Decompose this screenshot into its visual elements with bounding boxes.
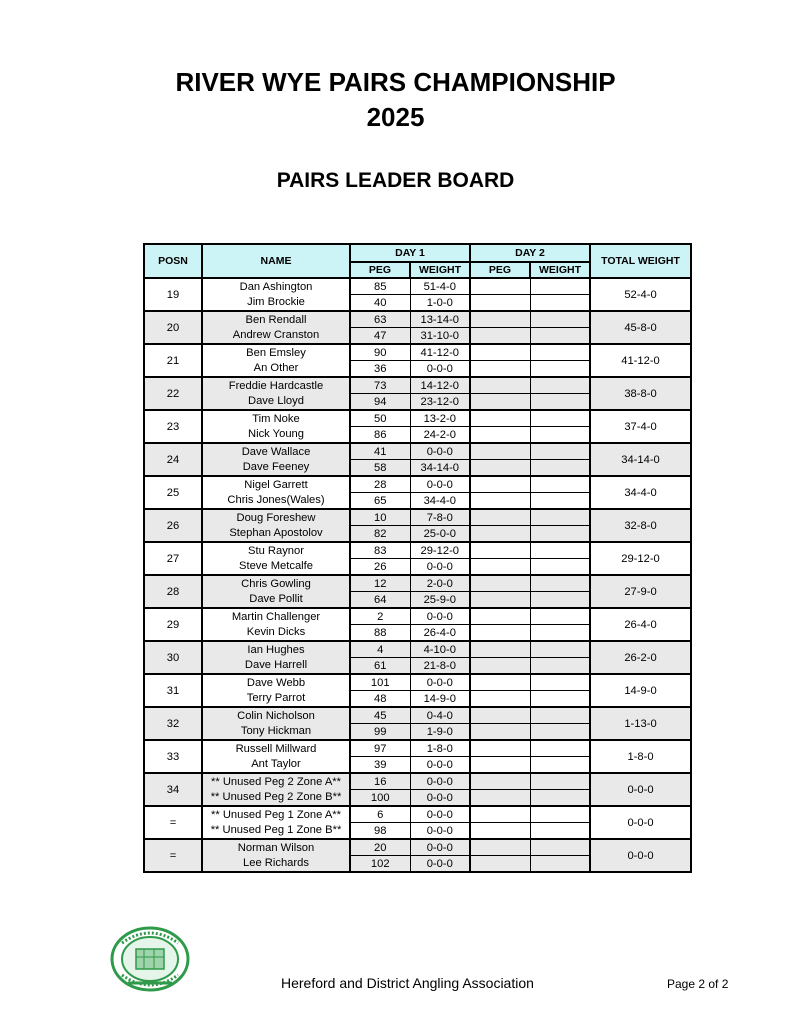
posn-cell: 26	[144, 509, 202, 542]
day2-weight	[530, 674, 590, 691]
day1-peg: 2	[350, 608, 410, 625]
angler-name: Dave Harrell	[202, 658, 350, 675]
day2-peg	[470, 559, 530, 576]
posn-cell: 31	[144, 674, 202, 707]
day2-weight	[530, 443, 590, 460]
page-number: Page 2 of 2	[667, 977, 729, 991]
angler-name: Nigel Garrett	[202, 476, 350, 493]
header-day2-peg: PEG	[470, 262, 530, 278]
day1-peg: 90	[350, 344, 410, 361]
day2-weight	[530, 658, 590, 675]
day1-peg: 45	[350, 707, 410, 724]
angler-name: Chris Jones(Wales)	[202, 493, 350, 510]
day1-peg: 99	[350, 724, 410, 741]
day2-peg	[470, 625, 530, 642]
day2-peg	[470, 839, 530, 856]
day1-weight: 1-8-0	[410, 740, 470, 757]
day2-peg	[470, 724, 530, 741]
day1-peg: 6	[350, 806, 410, 823]
day1-weight: 24-2-0	[410, 427, 470, 444]
day1-peg: 94	[350, 394, 410, 411]
day1-peg: 64	[350, 592, 410, 609]
page-subtitle: PAIRS LEADER BOARD	[276, 169, 515, 192]
day2-weight	[530, 625, 590, 642]
angler-name: ** Unused Peg 2 Zone A**	[202, 773, 350, 790]
day2-peg	[470, 806, 530, 823]
day1-weight: 1-0-0	[410, 295, 470, 312]
day1-weight: 51-4-0	[410, 278, 470, 295]
day2-peg	[470, 575, 530, 592]
angler-name: Stu Raynor	[202, 542, 350, 559]
day2-peg	[470, 823, 530, 840]
header-day2-weight: WEIGHT	[530, 262, 590, 278]
leader-board-body	[144, 278, 691, 872]
angler-name: Steve Metcalfe	[202, 559, 350, 576]
posn-cell: 34	[144, 773, 202, 806]
day1-weight: 25-0-0	[410, 526, 470, 543]
day2-weight	[530, 641, 590, 658]
day1-peg: 39	[350, 757, 410, 774]
angler-name: Chris Gowling	[202, 575, 350, 592]
table-row	[144, 377, 691, 394]
total-weight-cell: 0-0-0	[590, 839, 691, 872]
day2-weight	[530, 757, 590, 774]
day2-peg	[470, 460, 530, 477]
day1-weight: 41-12-0	[410, 344, 470, 361]
posn-cell: 20	[144, 311, 202, 344]
angler-name: Dave Pollit	[202, 592, 350, 609]
day2-weight	[530, 278, 590, 295]
table-row	[144, 344, 691, 361]
angler-name: Ian Hughes	[202, 641, 350, 658]
day1-weight: 0-0-0	[410, 608, 470, 625]
day1-peg: 63	[350, 311, 410, 328]
day2-weight	[530, 427, 590, 444]
table-row	[144, 707, 691, 724]
day1-weight: 0-0-0	[410, 790, 470, 807]
posn-cell: 30	[144, 641, 202, 674]
posn-cell: 24	[144, 443, 202, 476]
day1-peg: 61	[350, 658, 410, 675]
angler-name: Dan Ashington	[202, 278, 350, 295]
angler-name: Dave Wallace	[202, 443, 350, 460]
day1-peg: 4	[350, 641, 410, 658]
table-row	[144, 806, 691, 823]
day1-peg: 10	[350, 509, 410, 526]
day2-weight	[530, 394, 590, 411]
day2-peg	[470, 608, 530, 625]
angler-name: ** Unused Peg 1 Zone A**	[202, 806, 350, 823]
day1-peg: 82	[350, 526, 410, 543]
day2-weight	[530, 575, 590, 592]
day2-peg	[470, 377, 530, 394]
angler-name: Nick Young	[202, 427, 350, 444]
angler-name: ** Unused Peg 1 Zone B**	[202, 823, 350, 840]
day1-weight: 14-9-0	[410, 691, 470, 708]
day1-peg: 85	[350, 278, 410, 295]
day2-weight	[530, 377, 590, 394]
total-weight-cell: 37-4-0	[590, 410, 691, 443]
day1-peg: 26	[350, 559, 410, 576]
day1-weight: 21-8-0	[410, 658, 470, 675]
day1-weight: 1-9-0	[410, 724, 470, 741]
day2-peg	[470, 790, 530, 807]
day2-peg	[470, 311, 530, 328]
table-row	[144, 311, 691, 328]
table-row	[144, 674, 691, 691]
day2-peg	[470, 658, 530, 675]
title-line-2: 2025	[366, 102, 425, 132]
angler-name: Andrew Cranston	[202, 328, 350, 345]
day1-peg: 65	[350, 493, 410, 510]
header-total-weight: TOTAL WEIGHT	[590, 244, 691, 278]
table-row	[144, 476, 691, 493]
day2-peg	[470, 509, 530, 526]
day1-weight: 34-4-0	[410, 493, 470, 510]
angler-name: Dave Webb	[202, 674, 350, 691]
day2-peg	[470, 427, 530, 444]
day1-weight: 0-4-0	[410, 707, 470, 724]
day1-weight: 0-0-0	[410, 361, 470, 378]
angler-name: Kevin Dicks	[202, 625, 350, 642]
day2-peg	[470, 410, 530, 427]
day2-weight	[530, 410, 590, 427]
total-weight-cell: 41-12-0	[590, 344, 691, 377]
day2-weight	[530, 493, 590, 510]
day2-weight	[530, 592, 590, 609]
total-weight-cell: 1-8-0	[590, 740, 691, 773]
day2-peg	[470, 757, 530, 774]
day1-weight: 14-12-0	[410, 377, 470, 394]
day2-weight	[530, 328, 590, 345]
day1-peg: 101	[350, 674, 410, 691]
total-weight-cell: 34-4-0	[590, 476, 691, 509]
day1-weight: 26-4-0	[410, 625, 470, 642]
angler-name: Tony Hickman	[202, 724, 350, 741]
header-name: NAME	[202, 244, 350, 278]
day1-peg: 88	[350, 625, 410, 642]
day2-weight	[530, 311, 590, 328]
day2-weight	[530, 790, 590, 807]
day1-peg: 48	[350, 691, 410, 708]
leader-board-table	[143, 243, 692, 873]
day2-weight	[530, 839, 590, 856]
posn-cell: 25	[144, 476, 202, 509]
day2-weight	[530, 856, 590, 873]
posn-cell: =	[144, 839, 202, 872]
day2-peg	[470, 493, 530, 510]
total-weight-cell: 32-8-0	[590, 509, 691, 542]
day2-peg	[470, 592, 530, 609]
day2-peg	[470, 773, 530, 790]
day1-peg: 20	[350, 839, 410, 856]
day1-weight: 0-0-0	[410, 806, 470, 823]
day1-peg: 86	[350, 427, 410, 444]
day1-weight: 0-0-0	[410, 757, 470, 774]
day1-peg: 41	[350, 443, 410, 460]
day2-peg	[470, 856, 530, 873]
posn-cell: 19	[144, 278, 202, 311]
day1-peg: 16	[350, 773, 410, 790]
day1-weight: 0-0-0	[410, 823, 470, 840]
day1-weight: 0-0-0	[410, 443, 470, 460]
day2-weight	[530, 361, 590, 378]
day1-weight: 7-8-0	[410, 509, 470, 526]
day2-peg	[470, 476, 530, 493]
day1-weight: 4-10-0	[410, 641, 470, 658]
day2-weight	[530, 559, 590, 576]
angler-name: Russell Millward	[202, 740, 350, 757]
angler-name: Ben Emsley	[202, 344, 350, 361]
angler-name: Ben Rendall	[202, 311, 350, 328]
day2-weight	[530, 509, 590, 526]
day2-peg	[470, 443, 530, 460]
angler-name: Martin Challenger	[202, 608, 350, 625]
total-weight-cell: 52-4-0	[590, 278, 691, 311]
posn-cell: =	[144, 806, 202, 839]
day1-peg: 102	[350, 856, 410, 873]
header-day1: DAY 1	[350, 244, 470, 262]
day1-weight: 13-14-0	[410, 311, 470, 328]
posn-cell: 32	[144, 707, 202, 740]
day2-weight	[530, 344, 590, 361]
day1-weight: 13-2-0	[410, 410, 470, 427]
day2-weight	[530, 526, 590, 543]
total-weight-cell: 0-0-0	[590, 773, 691, 806]
angler-name: Ant Taylor	[202, 757, 350, 774]
table-row	[144, 575, 691, 592]
day2-peg	[470, 674, 530, 691]
table-row	[144, 443, 691, 460]
posn-cell: 22	[144, 377, 202, 410]
day1-weight: 0-0-0	[410, 773, 470, 790]
angler-name: Colin Nicholson	[202, 707, 350, 724]
day1-weight: 29-12-0	[410, 542, 470, 559]
day1-weight: 25-9-0	[410, 592, 470, 609]
day2-peg	[470, 328, 530, 345]
day2-peg	[470, 295, 530, 312]
total-weight-cell: 45-8-0	[590, 311, 691, 344]
day1-weight: 0-0-0	[410, 839, 470, 856]
table-row	[144, 608, 691, 625]
table-row	[144, 773, 691, 790]
day1-peg: 83	[350, 542, 410, 559]
day1-weight: 0-0-0	[410, 674, 470, 691]
association-logo	[108, 925, 192, 993]
angler-name: Lee Richards	[202, 856, 350, 873]
angler-name: An Other	[202, 361, 350, 378]
day2-peg	[470, 394, 530, 411]
day2-weight	[530, 806, 590, 823]
day1-peg: 50	[350, 410, 410, 427]
day2-weight	[530, 542, 590, 559]
angler-name: Terry Parrot	[202, 691, 350, 708]
day1-weight: 31-10-0	[410, 328, 470, 345]
posn-cell: 33	[144, 740, 202, 773]
day2-peg	[470, 542, 530, 559]
angler-name: Doug Foreshew	[202, 509, 350, 526]
posn-cell: 21	[144, 344, 202, 377]
table-row	[144, 641, 691, 658]
posn-cell: 23	[144, 410, 202, 443]
angler-name: Freddie Hardcastle	[202, 377, 350, 394]
total-weight-cell: 1-13-0	[590, 707, 691, 740]
day2-peg	[470, 691, 530, 708]
table-row	[144, 509, 691, 526]
day2-weight	[530, 460, 590, 477]
angler-name: Norman Wilson	[202, 839, 350, 856]
day1-peg: 97	[350, 740, 410, 757]
day1-peg: 28	[350, 476, 410, 493]
total-weight-cell: 14-9-0	[590, 674, 691, 707]
posn-cell: 29	[144, 608, 202, 641]
day1-weight: 0-0-0	[410, 856, 470, 873]
header-day1-weight: WEIGHT	[410, 262, 470, 278]
day2-weight	[530, 476, 590, 493]
day1-peg: 100	[350, 790, 410, 807]
day2-weight	[530, 295, 590, 312]
day2-peg	[470, 740, 530, 757]
day2-weight	[530, 608, 590, 625]
day1-peg: 73	[350, 377, 410, 394]
day2-weight	[530, 724, 590, 741]
day1-weight: 2-0-0	[410, 575, 470, 592]
day1-weight: 34-14-0	[410, 460, 470, 477]
posn-cell: 27	[144, 542, 202, 575]
day1-peg: 47	[350, 328, 410, 345]
day2-peg	[470, 278, 530, 295]
day2-peg	[470, 344, 530, 361]
title-line-1: RIVER WYE PAIRS CHAMPIONSHIP	[175, 67, 616, 97]
day1-weight: 0-0-0	[410, 476, 470, 493]
total-weight-cell: 26-2-0	[590, 641, 691, 674]
angler-name: ** Unused Peg 2 Zone B**	[202, 790, 350, 807]
day1-peg: 98	[350, 823, 410, 840]
total-weight-cell: 38-8-0	[590, 377, 691, 410]
total-weight-cell: 0-0-0	[590, 806, 691, 839]
footer-association: Hereford and District Angling Association	[281, 975, 534, 991]
table-row	[144, 542, 691, 559]
day1-weight: 23-12-0	[410, 394, 470, 411]
total-weight-cell: 26-4-0	[590, 608, 691, 641]
table-row	[144, 839, 691, 856]
day1-peg: 36	[350, 361, 410, 378]
table-row	[144, 278, 691, 295]
header-posn: POSN	[144, 244, 202, 278]
table-row	[144, 740, 691, 757]
day2-peg	[470, 707, 530, 724]
total-weight-cell: 27-9-0	[590, 575, 691, 608]
day1-peg: 40	[350, 295, 410, 312]
day2-weight	[530, 773, 590, 790]
angler-name: Tim Noke	[202, 410, 350, 427]
header-day1-peg: PEG	[350, 262, 410, 278]
angler-name: Stephan Apostolov	[202, 526, 350, 543]
day2-weight	[530, 707, 590, 724]
table-row	[144, 410, 691, 427]
day1-peg: 58	[350, 460, 410, 477]
day1-weight: 0-0-0	[410, 559, 470, 576]
day2-peg	[470, 641, 530, 658]
total-weight-cell: 29-12-0	[590, 542, 691, 575]
angler-name: Dave Lloyd	[202, 394, 350, 411]
day2-peg	[470, 361, 530, 378]
total-weight-cell: 34-14-0	[590, 443, 691, 476]
posn-cell: 28	[144, 575, 202, 608]
day2-weight	[530, 691, 590, 708]
day2-peg	[470, 526, 530, 543]
header-day2: DAY 2	[470, 244, 590, 262]
angler-name: Dave Feeney	[202, 460, 350, 477]
day2-weight	[530, 823, 590, 840]
day2-weight	[530, 740, 590, 757]
day1-peg: 12	[350, 575, 410, 592]
angler-name: Jim Brockie	[202, 295, 350, 312]
